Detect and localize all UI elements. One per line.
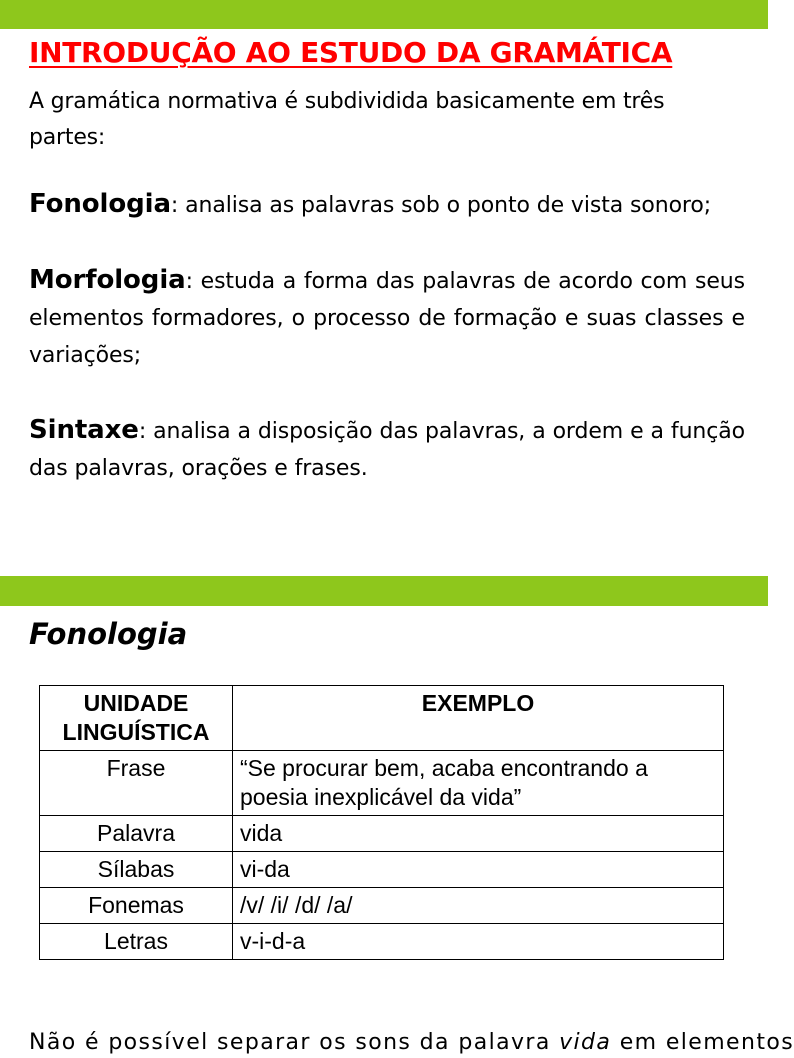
table-row <box>40 852 724 888</box>
definition-term: Morfologia <box>29 265 186 295</box>
table-row <box>40 816 724 852</box>
intro-paragraph: A gramática normativa é subdividida basicamente em três partes: <box>29 89 665 150</box>
closing-text-after: em elementos <box>611 1030 794 1055</box>
definition-text: : analisa as palavras sob o ponto de vista sonoro; <box>170 193 712 218</box>
definition-text: : analisa a disposição das palavras, a ordem e a função das palavras, orações e frases. <box>29 419 745 481</box>
slide-title: INTRODUÇÃO AO ESTUDO DA GRAMÁTICA <box>29 36 673 69</box>
closing-text-before: Não é possível separar os sons da palavra <box>29 1030 560 1055</box>
header-unidade: UNIDADE LINGUÍSTICA <box>40 686 233 751</box>
definition-fonologia <box>29 186 745 224</box>
closing-emphasis: vida <box>559 1030 612 1055</box>
table-row <box>40 924 724 960</box>
closing-sentence <box>29 1028 794 1058</box>
definition-text: : estuda a forma das palavras de acordo com seus elementos formadores, o processo de formação e suas classes e variações; <box>29 269 745 368</box>
definition-sintaxe <box>29 412 745 487</box>
table-row <box>40 751 724 816</box>
unit-cell: Letras <box>40 924 233 960</box>
unit-cell: Sílabas <box>40 852 233 888</box>
header-exemplo: EXEMPLO <box>233 686 724 751</box>
middle-green-band <box>0 576 768 606</box>
table-row <box>40 888 724 924</box>
section-title: Fonologia <box>29 617 188 651</box>
table-header-row <box>40 686 724 751</box>
example-cell: vida <box>233 816 724 852</box>
linguistic-units-table <box>39 685 724 960</box>
unit-cell: Fonemas <box>40 888 233 924</box>
definition-term: Sintaxe <box>29 415 139 445</box>
example-cell: v-i-d-a <box>233 924 724 960</box>
definition-morfologia <box>29 262 745 374</box>
example-cell: /v/ /i/ /d/ /a/ <box>233 888 724 924</box>
unit-cell: Frase <box>40 751 233 816</box>
definition-term: Fonologia <box>29 189 171 219</box>
slide-fonologia <box>29 606 794 1055</box>
unit-cell: Palavra <box>40 816 233 852</box>
example-cell: vi-da <box>233 852 724 888</box>
top-green-band <box>0 0 768 29</box>
slide-introducao <box>29 29 745 487</box>
example-cell: “Se procurar bem, acaba encontrando a poesia inexplicável da vida” <box>233 751 724 816</box>
